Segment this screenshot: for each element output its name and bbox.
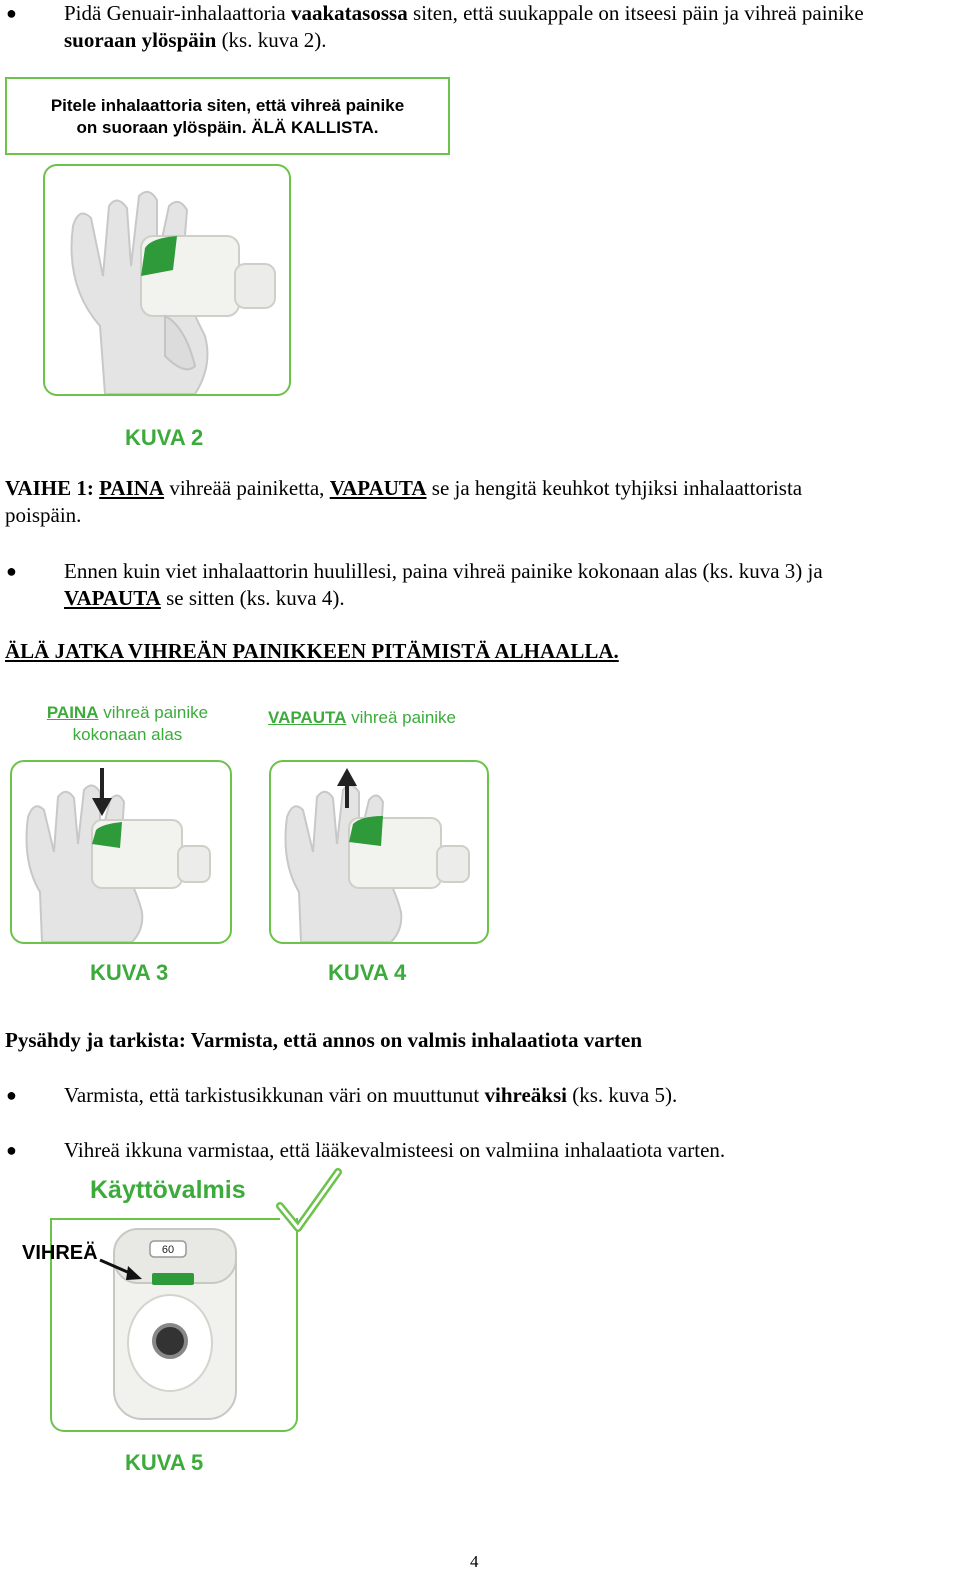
figure-3-image <box>10 760 232 944</box>
figure-2-image <box>43 164 291 396</box>
figure-3-caption: KUVA 3 <box>90 960 169 985</box>
up-arrow-icon <box>337 768 357 786</box>
bullet-dot: ● <box>6 1140 17 1160</box>
figure-4-image <box>269 760 489 944</box>
figure-5-caption: KUVA 5 <box>125 1450 204 1475</box>
instruction-box: Pitele inhalaattoria siten, että vihreä painike on suoraan ylöspäin. ÄLÄ KALLISTA. <box>5 77 450 155</box>
green-window-pointer-label: VIHREÄ <box>22 1242 98 1264</box>
figure-2-caption: KUVA 2 <box>125 425 204 450</box>
figure-4-caption: KUVA 4 <box>328 960 407 985</box>
hand-holding-inhaler-illustration <box>45 166 289 394</box>
check-heading: Pysähdy ja tarkista: Varmista, että annos on valmis inhalaatiota varten <box>5 1028 643 1052</box>
press-button-illustration <box>12 762 230 942</box>
bullet-dot: ● <box>6 3 17 23</box>
mouthpiece-hole <box>154 1325 186 1357</box>
green-check-window <box>152 1273 194 1285</box>
bullet-dot: ● <box>6 561 17 581</box>
dose-counter-value: 60 <box>161 1244 175 1256</box>
pointer-arrow-icon <box>98 1256 146 1282</box>
warning-text: ÄLÄ JATKA VIHREÄN PAINIKKEEN PITÄMISTÄ ALHAALLA. <box>5 639 619 663</box>
release-button-illustration <box>271 762 487 942</box>
figure-5-frame-top <box>50 1218 280 1220</box>
bullet-dot: ● <box>6 1085 17 1105</box>
figure-3-label: PAINA vihreä painike kokonaan alas <box>46 703 209 744</box>
step-1-text: VAIHE 1: PAINA vihreää painiketta, VAPAUTA se ja hengitä keuhkot tyhjiksi inhalaattorista poispäin. <box>5 476 803 527</box>
checkmark-icon <box>272 1166 344 1238</box>
figure-4-label: VAPAUTA vihreä painike <box>268 708 457 727</box>
page-number: 4 <box>470 1552 479 1571</box>
figure-5-title: Käyttövalmis <box>90 1176 246 1204</box>
